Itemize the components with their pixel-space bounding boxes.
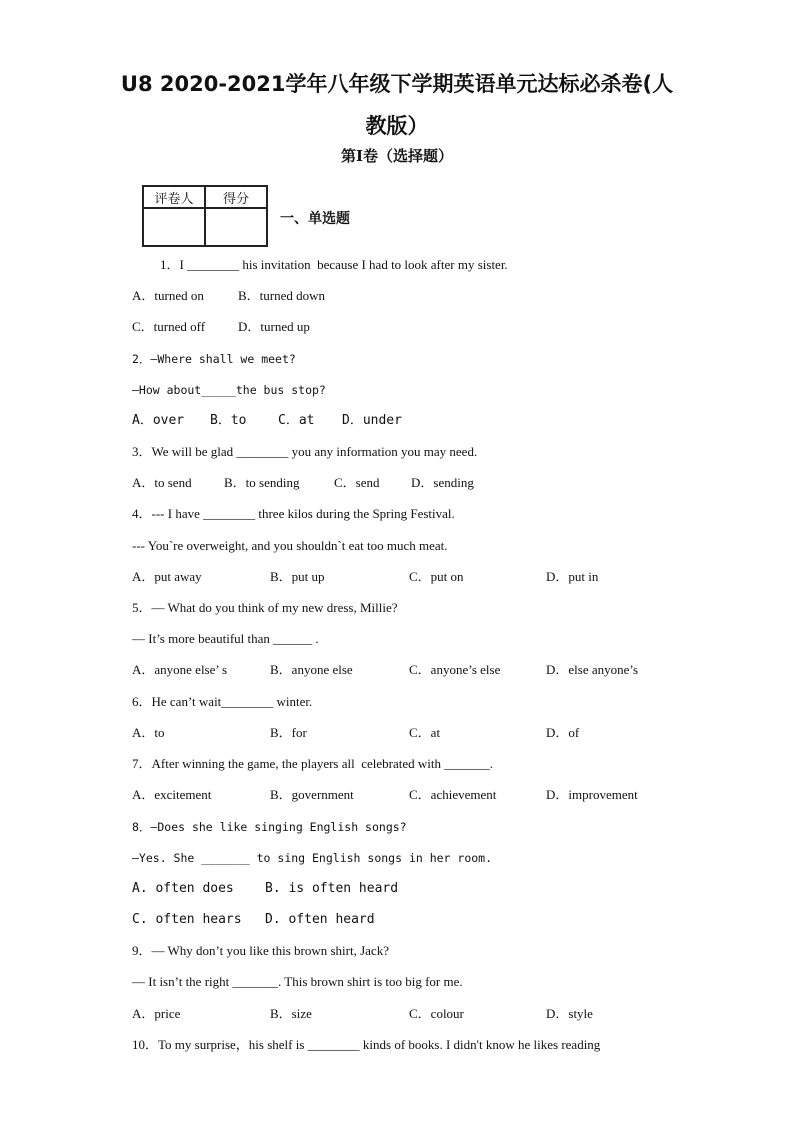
question-8-option-d: D. often heard [265, 912, 375, 927]
question-2-stem-1: 2．—Where shall we meet? [132, 352, 296, 366]
question-9-stem-2: — It isn’t the right _______. This brown shirt is too big for me. [132, 974, 463, 989]
question-3-option-a: A．to send [132, 475, 192, 490]
question-5-stem-1: 5．— What do you think of my new dress, Millie? [132, 600, 398, 615]
question-4-option-a: A．put away [132, 569, 202, 584]
question-2-option-d: D．under [342, 413, 402, 428]
question-8-option-c: C. often hears [132, 912, 242, 927]
question-9-stem-1: 9．— Why don’t you like this brown shirt, Jack? [132, 943, 389, 958]
question-9-option-d: D．style [546, 1006, 593, 1021]
question-7-option-c: C．achievement [409, 787, 497, 802]
question-2-option-c: C．at [278, 413, 315, 428]
question-1-option-b: B．turned down [238, 288, 326, 303]
page-title-line2: 教版） [365, 114, 429, 138]
page-title-line1: U8 2020-2021学年八年级下学期英语单元达标必杀卷(人 [120, 72, 674, 96]
question-9-option-c: C．colour [409, 1006, 464, 1021]
question-6-stem: 6．He can’t wait________ winter. [132, 694, 313, 709]
question-2-stem-2: —How about_____the bus stop? [132, 383, 326, 397]
score-header: 得分 [205, 186, 267, 208]
question-1-option-d: D．turned up [238, 319, 310, 334]
question-4-option-d: D．put in [546, 569, 599, 584]
question-5-stem-2: — It’s more beautiful than ______ . [132, 631, 319, 646]
grader-header: 评卷人 [143, 186, 205, 208]
question-3-stem: 3．We will be glad ________ you any information you may need. [132, 444, 478, 459]
question-2-option-b: B．to [210, 413, 247, 428]
question-3-option-d: D．sending [411, 475, 474, 490]
question-7-option-b: B．government [270, 787, 354, 802]
question-7-option-a: A．excitement [132, 787, 212, 802]
question-5-option-d: D．else anyone’s [546, 662, 639, 677]
question-7-stem: 7．After winning the game, the players all celebrated with _______. [132, 756, 494, 771]
question-4-option-b: B．put up [270, 569, 325, 584]
question-3-option-c: C．send [334, 475, 380, 490]
question-7-option-d: D．improvement [546, 787, 638, 802]
question-9-option-b: B．size [270, 1006, 312, 1021]
question-6-option-b: B．for [270, 725, 307, 740]
question-10-stem: 10．To my surprise，his shelf is ________ kinds of books. I didn't know he likes reading [132, 1037, 601, 1052]
question-1-option-a: A．turned on [132, 288, 204, 303]
question-4-stem-1: 4．--- I have ________ three kilos during the Spring Festival. [132, 506, 455, 521]
question-6-option-a: A．to [132, 725, 165, 740]
question-5-option-c: C．anyone’s else [409, 662, 501, 677]
question-4-stem-2: --- You`re overweight, and you shouldn`t eat too much meat. [132, 538, 448, 553]
question-2-option-a: A．over [132, 413, 185, 428]
question-6-option-d: D．of [546, 725, 580, 740]
grader-cell [143, 208, 205, 246]
question-3-option-b: B．to sending [224, 475, 300, 490]
volume-subtitle: 第I卷（选择题） [340, 147, 454, 165]
question-4-option-c: C．put on [409, 569, 464, 584]
score-table [142, 185, 268, 247]
question-6-option-c: C．at [409, 725, 441, 740]
question-8-stem-1: 8．—Does she like singing English songs? [132, 820, 407, 834]
section-title: 一、单选题 [280, 211, 350, 227]
question-1-option-c: C．turned off [132, 319, 206, 334]
question-1-stem: 1．I ________ his invitation because I had to look after my sister. [160, 257, 508, 272]
question-8-option-b: B. is often heard [265, 881, 399, 896]
score-cell [205, 208, 267, 246]
question-9-option-a: A．price [132, 1006, 181, 1021]
question-8-option-a: A. often does [132, 881, 234, 896]
question-5-option-a: A．anyone else’ s [132, 662, 228, 677]
question-8-stem-2: —Yes. She _______ to sing English songs in her room. [132, 851, 493, 865]
question-5-option-b: B．anyone else [270, 662, 353, 677]
